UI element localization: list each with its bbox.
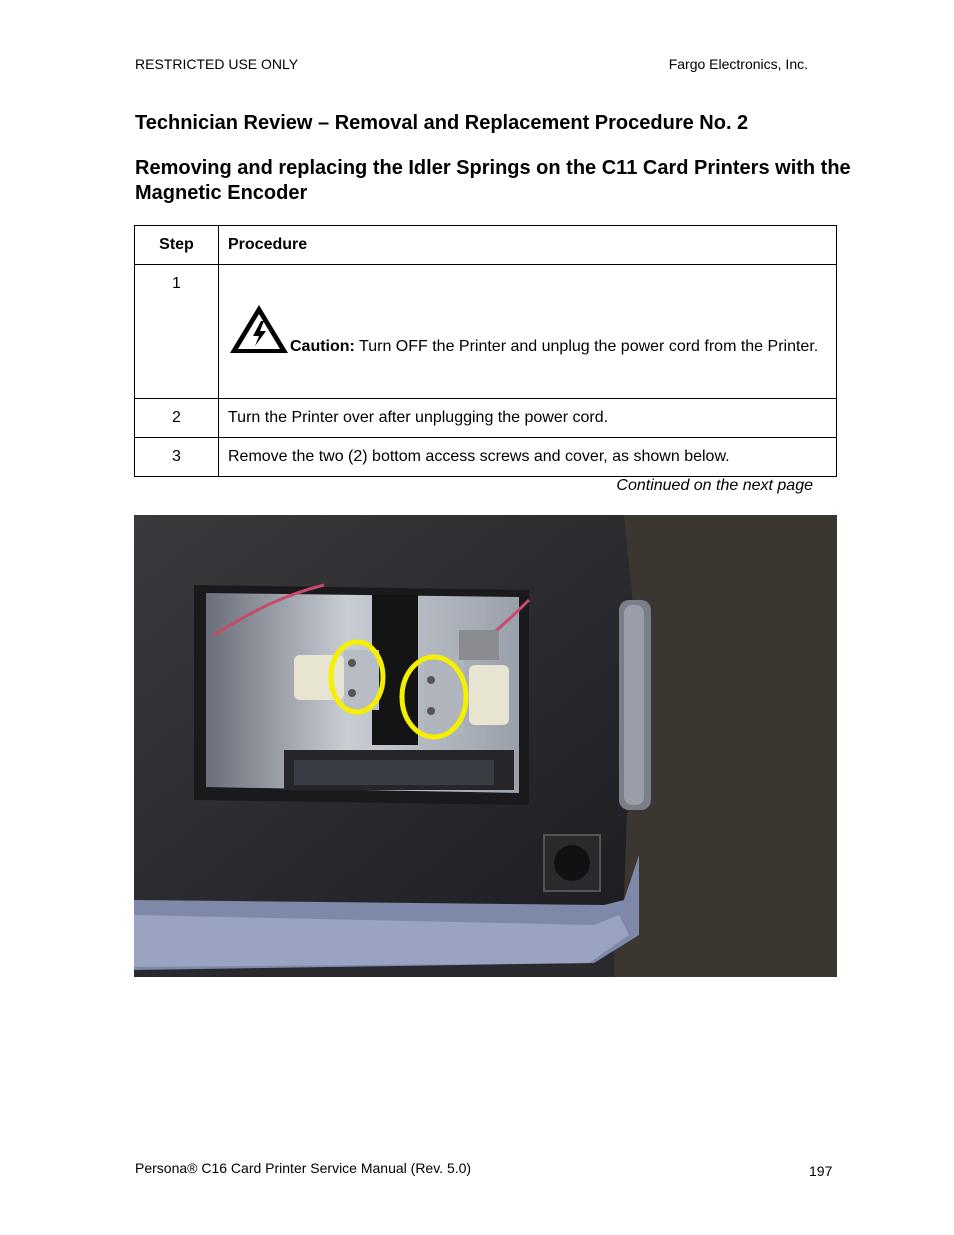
procedure-text: Turn the Printer over after unplugging the power cord. — [219, 399, 837, 438]
procedure-text: Remove the two (2) bottom access screws and cover, as shown below. — [219, 438, 837, 477]
step-number: 1 — [135, 265, 219, 399]
table-header-row — [135, 226, 837, 265]
page-subtitle: Removing and replacing the Idler Springs on the C11 Card Printers with the Magnetic Encoder — [135, 157, 851, 204]
caution-label: Caution: — [290, 338, 355, 355]
footer-manual-title: Persona® C16 Card Printer Service Manual (Rev. 5.0) — [135, 1160, 472, 1176]
page-title: Technician Review – Removal and Replacement Procedure No. 2 — [135, 112, 749, 134]
table-row — [135, 399, 837, 438]
table-row — [135, 438, 837, 477]
procedure-header: Procedure — [219, 226, 837, 265]
printer-bottom-photo — [134, 515, 837, 977]
table-row — [135, 265, 837, 399]
header-left: RESTRICTED USE ONLY — [135, 56, 299, 72]
step-header: Step — [135, 226, 219, 265]
caution-text — [228, 337, 822, 357]
procedure-cell — [219, 265, 837, 399]
step-number: 2 — [135, 399, 219, 438]
caution-body: Turn OFF the Printer and unplug the power cord from the Printer. — [354, 338, 819, 355]
step-number: 3 — [135, 438, 219, 477]
footer-page-number: 197 — [809, 1163, 833, 1179]
continued-note: Continued on the next page — [616, 477, 813, 494]
header-right: Fargo Electronics, Inc. — [668, 56, 808, 72]
procedure-table — [134, 225, 837, 477]
